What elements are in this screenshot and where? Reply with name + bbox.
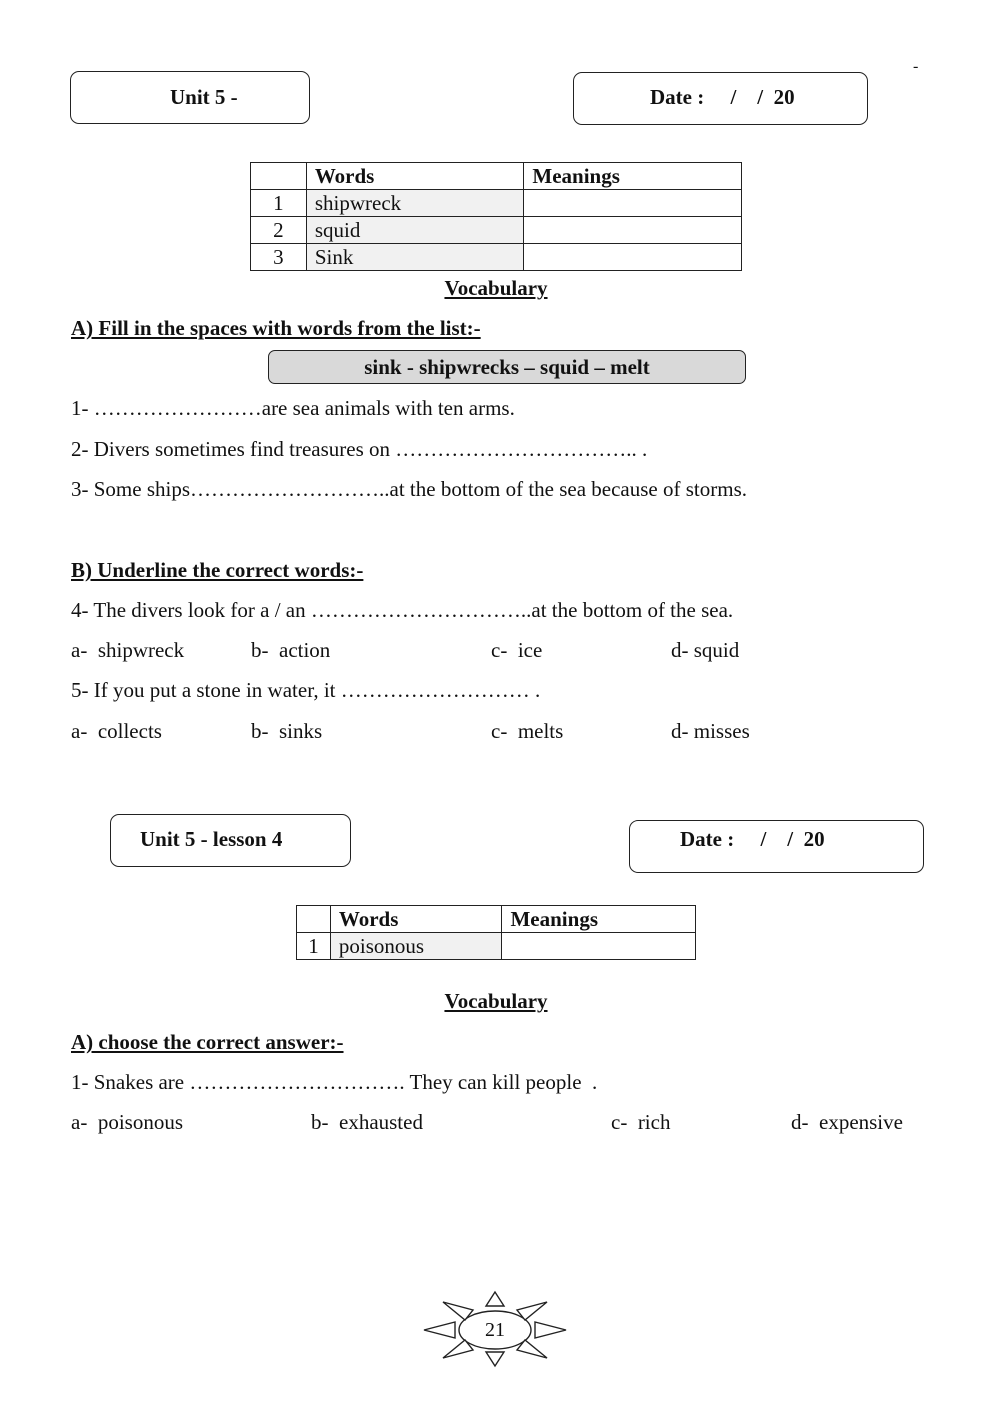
- question-1-option-d[interactable]: d- expensive: [791, 1110, 903, 1134]
- vocab-table: [296, 905, 696, 960]
- table-header-row: [297, 906, 696, 933]
- row-meaning[interactable]: [524, 244, 742, 271]
- date-label: Date : / / 20: [680, 827, 825, 851]
- row-word: shipwreck: [306, 190, 524, 217]
- row-meaning[interactable]: [502, 933, 696, 960]
- word-list-box: sink - shipwrecks – squid – melt: [268, 350, 746, 384]
- question-4-option-b[interactable]: b- action: [251, 638, 331, 662]
- vocab-table: [250, 162, 742, 271]
- corner-mark: -: [913, 58, 919, 75]
- row-number: 3: [251, 244, 307, 271]
- row-word: Sink: [306, 244, 524, 271]
- question-5-stem: 5- If you put a stone in water, it ……………………… .: [71, 678, 541, 702]
- question-5-option-c[interactable]: c- melts: [491, 719, 564, 743]
- fill-item-1: 1- ……………………are sea animals with ten arms.: [71, 396, 515, 420]
- date-box: [629, 820, 924, 873]
- unit-label: Unit 5 - lesson 4: [140, 827, 283, 851]
- row-number: 1: [297, 933, 331, 960]
- question-5-option-d[interactable]: d- misses: [671, 719, 750, 743]
- table-row: [251, 217, 742, 244]
- table-row: [297, 933, 696, 960]
- page-number: 21: [485, 1319, 505, 1341]
- question-4-stem: 4- The divers look for a / an …………………………..at the bottom of the sea.: [71, 598, 734, 622]
- table-header-meanings: Meanings: [524, 163, 742, 190]
- part-a-title: A) Fill in the spaces with words from the list:-: [71, 316, 481, 340]
- table-header-row: [251, 163, 742, 190]
- table-row: [251, 190, 742, 217]
- question-1-option-b[interactable]: b- exhausted: [311, 1110, 423, 1134]
- row-meaning[interactable]: [524, 217, 742, 244]
- table-header-num: [251, 163, 307, 190]
- question-4-option-d[interactable]: d- squid: [671, 638, 740, 662]
- row-number: 2: [251, 217, 307, 244]
- unit-label-box: [70, 71, 310, 124]
- table-header-num: [297, 906, 331, 933]
- unit-label: Unit 5 -: [170, 85, 238, 109]
- question-1-stem: 1- Snakes are …………………………. They can kill people .: [71, 1070, 598, 1094]
- vocabulary-title: Vocabulary: [444, 989, 548, 1013]
- question-5-option-b[interactable]: b- sinks: [251, 719, 323, 743]
- question-1-option-a[interactable]: a- poisonous: [71, 1110, 183, 1134]
- question-1-option-c[interactable]: c- rich: [611, 1110, 671, 1134]
- fill-item-3: 3- Some ships………………………..at the bottom of the sea because of storms.: [71, 477, 747, 501]
- date-label: Date : / / 20: [650, 85, 795, 109]
- question-5-option-a[interactable]: a- collects: [71, 719, 162, 743]
- date-box: [573, 72, 868, 125]
- page-number-badge: [421, 1289, 569, 1369]
- table-header-words: Words: [330, 906, 502, 933]
- vocabulary-title: Vocabulary: [444, 276, 548, 300]
- unit-label-box: [110, 814, 351, 867]
- table-header-words: Words: [306, 163, 524, 190]
- table-header-meanings: Meanings: [502, 906, 696, 933]
- row-number: 1: [251, 190, 307, 217]
- part-a-title: A) choose the correct answer:-: [71, 1030, 344, 1054]
- part-b-title: B) Underline the correct words:-: [71, 558, 364, 582]
- fill-item-2: 2- Divers sometimes find treasures on …………………………….. .: [71, 437, 648, 461]
- question-4-option-c[interactable]: c- ice: [491, 638, 543, 662]
- row-meaning[interactable]: [524, 190, 742, 217]
- question-4-option-a[interactable]: a- shipwreck: [71, 638, 185, 662]
- row-word: poisonous: [330, 933, 502, 960]
- table-row: [251, 244, 742, 271]
- row-word: squid: [306, 217, 524, 244]
